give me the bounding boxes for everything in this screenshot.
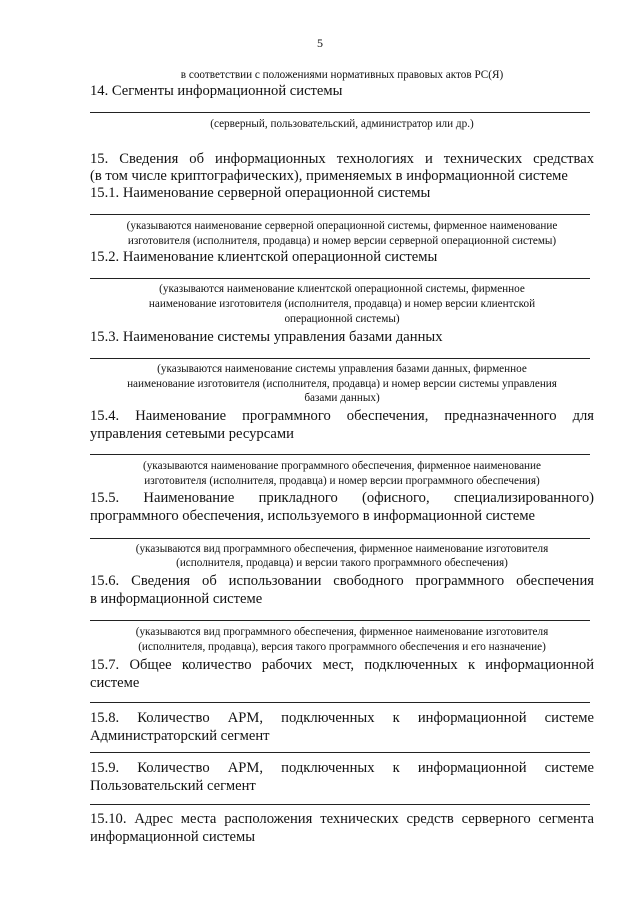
fill-line-14[interactable] — [90, 112, 590, 113]
section-15-1-note-line2: изготовителя (исполнителя, продавца) и номер версии серверной операционной системы) — [127, 235, 557, 247]
section-15-10-title-line1: 15.10. Адрес места расположения технических средств серверного сегмента — [90, 811, 594, 827]
section-15-6-note-line2: (исполнителя, продавца), версия такого программного обеспечения и его назначение) — [138, 641, 546, 653]
section-15-4-note-line2: изготовителя (исполнителя, продавца) и номер версии программного обеспечения) — [144, 475, 540, 487]
section-15-9-title-line2: Пользовательский сегмент — [90, 778, 256, 794]
section-15-2-note-line2: наименование изготовителя (исполнителя, продавца) и номер версии клиентской — [148, 298, 536, 310]
section-15-4-title-line1: 15.4. Наименование программного обеспечения, предназначенного для — [90, 408, 594, 424]
section-15-title-line1: 15. Сведения об информационных технологиях и технических средствах — [90, 151, 594, 167]
fill-line-15-4[interactable] — [90, 454, 590, 455]
section-15-7-title-line1: 15.7. Общее количество рабочих мест, подключенных к информационной — [90, 657, 594, 673]
section-15-2-note-line3: операционной системы) — [284, 313, 400, 325]
section-15-5-note-line1: (указываются вид программного обеспечения, фирменное наименование изготовителя — [135, 543, 549, 555]
fill-line-15-3[interactable] — [90, 358, 590, 359]
section-14-note: (серверный, пользовательский, администратор или др.) — [210, 118, 474, 130]
section-15-6-note-line1: (указываются вид программного обеспечения, фирменное наименование изготовителя — [135, 626, 549, 638]
section-15-7-title-line2: системе — [90, 675, 140, 691]
section-15-5-title-line1: 15.5. Наименование прикладного (офисного, специализированного) — [90, 490, 594, 506]
section-15-1-note-line1: (указываются наименование серверной операционной системы, фирменное наименование — [126, 220, 558, 232]
section-15-6-title-line1: 15.6. Сведения об использовании свободного программного обеспечения — [90, 573, 594, 589]
fill-line-15-5[interactable] — [90, 538, 590, 539]
section-15-3-note-line2: наименование изготовителя (исполнителя, продавца) и номер версии системы управления — [127, 378, 557, 390]
section-15-3-note-line1: (указываются наименование системы управления базами данных, фирменное — [157, 363, 527, 375]
section-15-2-note-line1: (указываются наименование клиентской операционной системы, фирменное — [159, 283, 525, 295]
fill-line-15-8[interactable] — [90, 752, 590, 753]
section-14-title: 14. Сегменты информационной системы — [90, 83, 343, 99]
section-15-4-note-line1: (указываются наименование программного обеспечения, фирменное наименование — [142, 460, 541, 472]
section-15-5-note-line2: (исполнителя, продавца) и версии такого программного обеспечения) — [176, 557, 508, 569]
page-number: 5 — [317, 36, 323, 50]
section-15-5-title-line2: программного обеспечения, используемого в информационной системе — [90, 508, 536, 524]
section-15-9-title-line1: 15.9. Количество АРМ, подключенных к информационной системе — [90, 760, 594, 776]
fill-line-15-6[interactable] — [90, 620, 590, 621]
fill-line-15-9[interactable] — [90, 804, 590, 805]
section-15-1-title: 15.1. Наименование серверной операционной системы — [90, 185, 431, 201]
section-15-6-title-line2: в информационной системе — [90, 591, 263, 607]
fill-line-15-1[interactable] — [90, 214, 590, 215]
section-15-3-title: 15.3. Наименование системы управления базами данных — [90, 329, 443, 345]
fill-line-15-2[interactable] — [90, 278, 590, 279]
section-15-8-title-line1: 15.8. Количество АРМ, подключенных к информационной системе — [90, 710, 594, 726]
section-15-10-title-line2: информационной системы — [90, 829, 256, 845]
section-15-4-title-line2: управления сетевыми ресурсами — [90, 426, 294, 442]
intro-note: в соответствии с положениями нормативных правовых актов РС(Я) — [180, 69, 504, 81]
section-15-title-line2: (в том числе криптографических), применяемых в информационной системе — [90, 168, 568, 184]
section-15-8-title-line2: Администраторский сегмент — [90, 728, 270, 744]
section-15-2-title: 15.2. Наименование клиентской операционной системы — [90, 249, 438, 265]
section-15-3-note-line3: базами данных) — [304, 392, 380, 404]
fill-line-15-7[interactable] — [90, 702, 590, 703]
